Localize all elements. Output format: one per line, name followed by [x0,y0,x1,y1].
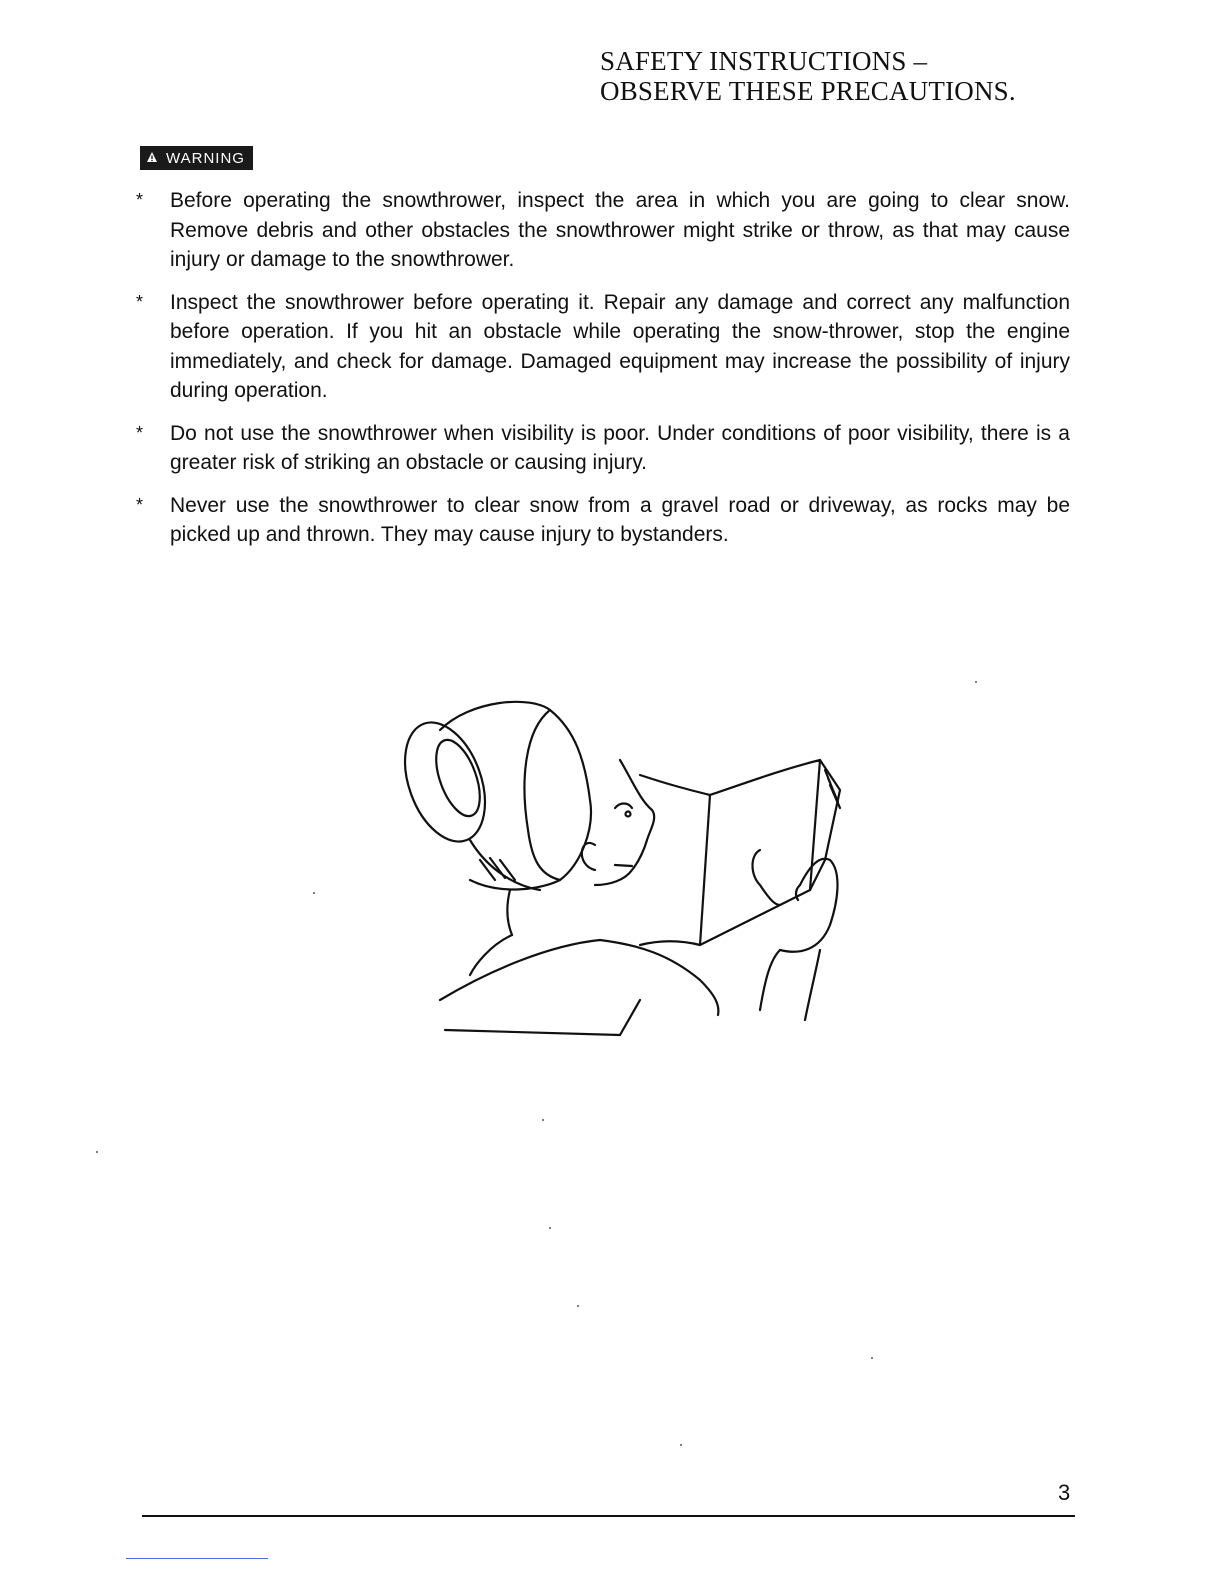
warning-badge [140,146,253,170]
scan-speck [313,892,315,894]
bullet-text: Do not use the snowthrower when visibility is poor. Under conditions of poor visibility, there is a greater risk of striking an obstacle or causing injury. [170,421,1070,474]
footer-link-underline [126,1558,268,1559]
bullet-marker: * [136,190,144,210]
list-item [136,491,1070,550]
footer-rule [142,1515,1075,1517]
warning-label: WARNING [166,150,245,167]
scan-speck [975,681,977,683]
bullet-text: Inspect the snowthrower before operating it. Repair any damage and correct any malfunction before operation. If you hit an obstacle while operating the snow-thrower, stop the engine immediately, and check for damage. Damaged equipment may increase the possibility of injury during operation. [170,290,1070,402]
scan-speck [680,1444,682,1446]
list-item [136,288,1070,406]
bullet-marker: * [136,494,144,515]
title-line-2: OBSERVE THESE PRECAUTIONS. [600,76,1016,106]
scan-speck [542,1119,544,1121]
safety-bullet-list [136,186,1070,563]
bullet-marker: * [136,422,144,443]
list-item [136,186,1070,275]
warning-icon [146,146,162,170]
scan-speck [549,1227,551,1229]
title-line-1: SAFETY INSTRUCTIONS – [600,46,928,76]
page-title [600,46,1016,106]
list-item [136,419,1070,478]
scan-speck [96,1151,98,1153]
scan-speck [577,1305,579,1307]
scan-speck [871,1357,873,1359]
page-number: 3 [1058,1480,1071,1505]
bullet-text: Before operating the snowthrower, inspect the area in which you are going to clear snow. Remove debris and other obstacles the snowthrower might strike or throw, as that may cause injury or damage to the snowthrower. [170,189,1070,271]
person-reading-manual-illustration [400,690,860,1060]
bullet-marker: * [136,291,144,312]
bullet-text: Never use the snowthrower to clear snow from a gravel road or driveway, as rocks may be picked up and thrown. They may cause injury to bystanders. [170,493,1070,546]
